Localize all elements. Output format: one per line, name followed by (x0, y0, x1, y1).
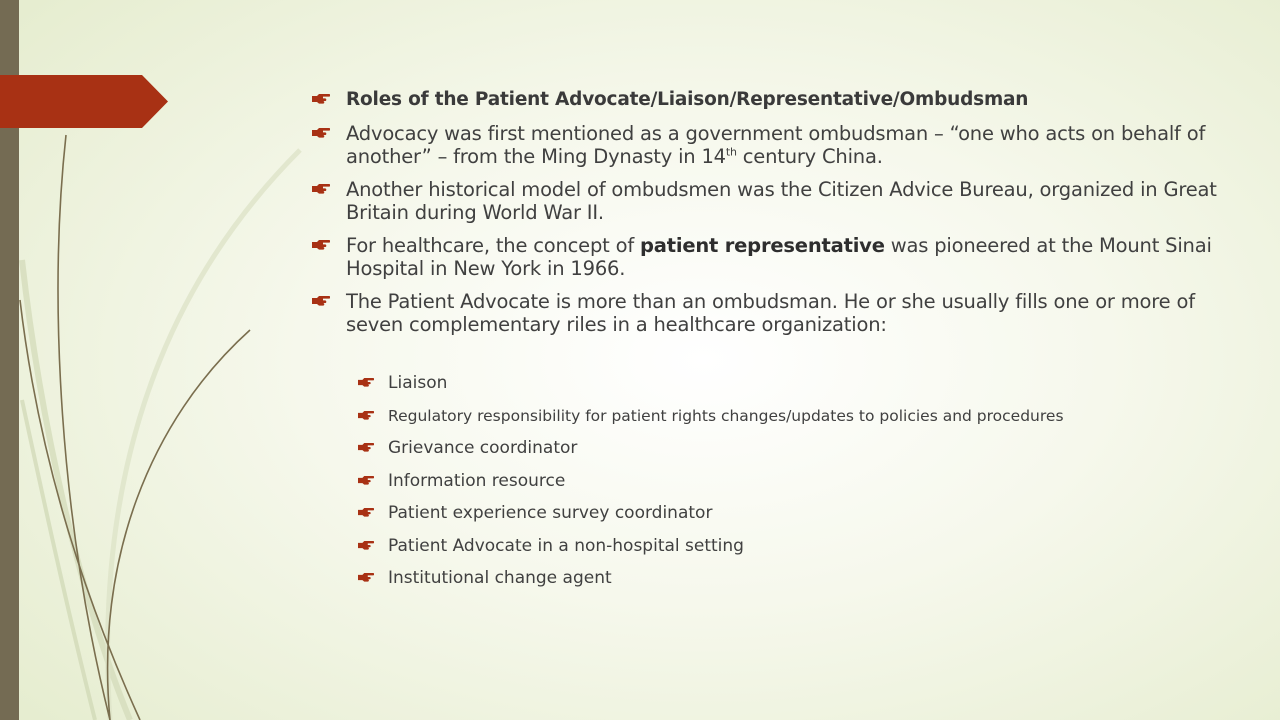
sub-bullet-text: Patient Advocate in a non-hospital setting (388, 535, 744, 556)
sub-bullet-text: Institutional change agent (388, 568, 612, 588)
slide-content (312, 88, 1242, 600)
bullet-text: Advocacy was first mentioned as a government ombudsman – “one who acts on behalf of another” – from the Ming Dynasty in 14 (346, 122, 1206, 168)
sub-bullet-text: Patient experience survey coordinator (388, 503, 713, 523)
bullet-text: The Patient Advocate is more than an ombudsman. He or she usually fills one or more of seven complementary riles in a healthcare organization: (346, 290, 1195, 336)
hand-pointing-right-icon (312, 295, 330, 307)
bullet-text-end: century China. (736, 145, 883, 168)
sub-list-item (358, 372, 1242, 394)
hand-pointing-right-icon (312, 239, 330, 251)
sub-bullet-text: Information resource (388, 470, 566, 491)
list-item (312, 178, 1242, 224)
list-item (312, 88, 1242, 111)
superscript: th (725, 145, 737, 159)
main-bullet-list (312, 88, 1242, 336)
hand-pointing-right-icon (358, 410, 374, 421)
bullet-text-end: was pioneered at the Mount Sinai Hospital in New York in 1966. (346, 234, 1212, 280)
sub-bullet-text: Regulatory responsibility for patient rights changes/updates to policies and procedures (388, 406, 1064, 425)
sub-bullet-text: Grievance coordinator (388, 438, 578, 458)
title-accent-tab (0, 75, 168, 128)
sub-bullet-text: Liaison (388, 373, 448, 393)
hand-pointing-right-icon (358, 442, 374, 453)
hand-pointing-right-icon (312, 93, 330, 105)
bullet-text: Roles of the Patient Advocate/Liaison/Representative/Ombudsman (346, 89, 1029, 110)
hand-pointing-right-icon (358, 475, 374, 486)
sub-bullet-list (358, 372, 1242, 589)
hand-pointing-right-icon (358, 507, 374, 518)
sub-list-item (358, 535, 1242, 557)
hand-pointing-right-icon (312, 183, 330, 195)
hand-pointing-right-icon (358, 377, 374, 388)
sub-list-item (358, 470, 1242, 492)
sub-list-item (358, 567, 1242, 589)
sub-list-item (358, 405, 1242, 427)
list-item (312, 290, 1242, 336)
list-item (312, 122, 1242, 168)
hand-pointing-right-icon (312, 127, 330, 139)
bullet-text: For healthcare, the concept of (346, 234, 640, 257)
bullet-text: Another historical model of ombudsmen was the Citizen Advice Bureau, organized in Great Britain during World War II. (346, 178, 1217, 224)
hand-pointing-right-icon (358, 572, 374, 583)
hand-pointing-right-icon (358, 540, 374, 551)
list-item (312, 234, 1242, 280)
sub-list-item (358, 502, 1242, 524)
bold-term: patient representative (640, 234, 885, 257)
sub-list-item (358, 437, 1242, 459)
